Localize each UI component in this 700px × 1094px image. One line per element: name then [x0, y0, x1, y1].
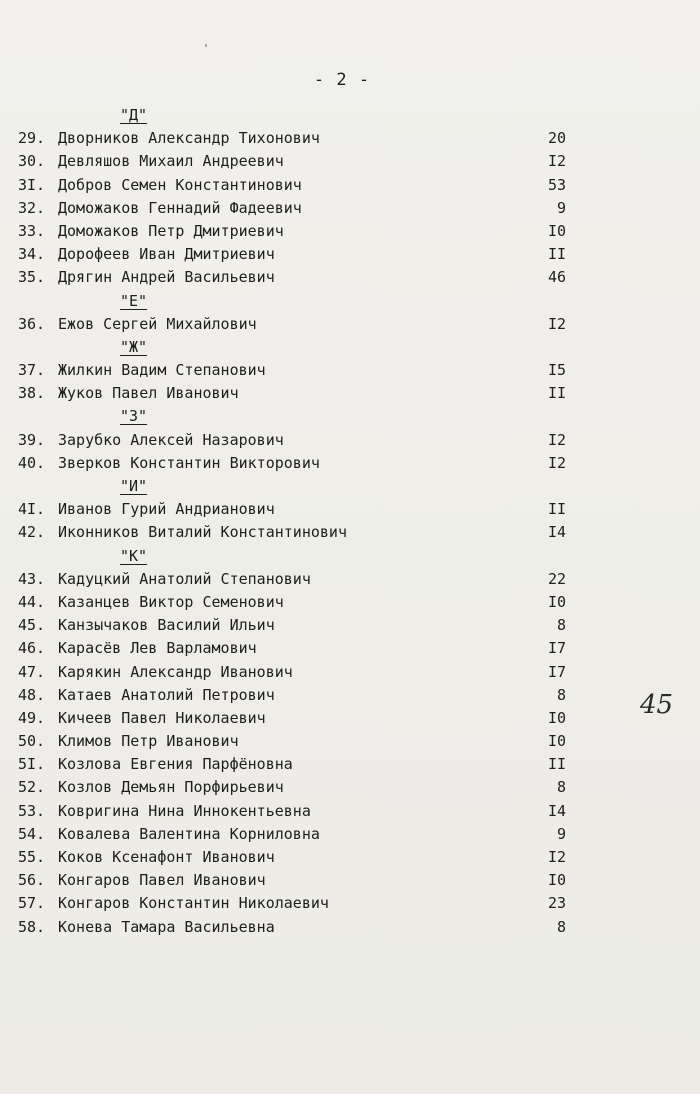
entry-name: Девляшов Михаил Андреевич [58, 152, 284, 171]
entry-value: 8 [556, 917, 566, 936]
list-item [18, 753, 578, 776]
entry-value: 20 [547, 129, 566, 148]
handwritten-margin-note: 45 [640, 690, 674, 720]
entry-name: Иванов Гурий Андрианович [58, 500, 275, 519]
entry-value: 23 [547, 894, 566, 913]
list-item [18, 614, 578, 637]
section-letter-row [18, 290, 578, 313]
entry-value: I7 [547, 639, 566, 658]
entry-name: Ежов Сергей Михайлович [58, 314, 257, 333]
entry-name: Катаев Анатолий Петрович [58, 685, 275, 704]
list-item [18, 150, 578, 173]
entry-number: 47. [18, 662, 46, 681]
entry-number: 48. [18, 685, 46, 704]
entry-value: I5 [547, 361, 566, 380]
entry-name: Жилкин Вадим Степанович [58, 361, 266, 380]
list-item [18, 197, 578, 220]
list-item [18, 707, 578, 730]
entry-number: 46. [18, 639, 46, 658]
entry-name: Канзычаков Василий Ильич [58, 616, 275, 635]
list-item [18, 916, 578, 939]
entry-name: Конгаров Константин Николаевич [58, 894, 329, 913]
entry-name: Жуков Павел Иванович [58, 384, 239, 403]
entry-value: I0 [547, 708, 566, 727]
entry-number: 5I. [18, 755, 46, 774]
entry-name: Климов Петр Иванович [58, 732, 239, 751]
entry-value: 8 [556, 616, 566, 635]
list-item [18, 800, 578, 823]
entry-number: 38. [18, 384, 46, 403]
entry-number: 50. [18, 732, 46, 751]
entry-number: 45. [18, 616, 46, 635]
entry-number: 29. [18, 129, 46, 148]
entry-number: 40. [18, 453, 46, 472]
entry-number: 54. [18, 824, 46, 843]
entry-name: Иконников Виталий Константинович [58, 523, 347, 542]
list-item [18, 661, 578, 684]
section-letter-row [18, 545, 578, 568]
entry-name: Конгаров Павел Иванович [58, 871, 266, 890]
list-item [18, 846, 578, 869]
section-letter: "З" [120, 407, 148, 426]
entry-name: Добров Семен Константинович [58, 175, 302, 194]
list-item [18, 684, 578, 707]
entry-value: I4 [547, 523, 566, 542]
list-item [18, 243, 578, 266]
page-number: - 2 - [313, 70, 371, 90]
entry-value: I4 [547, 801, 566, 820]
list-item [18, 174, 578, 197]
entry-name: Козлов Демьян Порфирьевич [58, 778, 284, 797]
list-item [18, 823, 578, 846]
entry-name: Карякин Александр Иванович [58, 662, 293, 681]
entry-value: 9 [556, 198, 566, 217]
section-letter: "Д" [120, 106, 148, 124]
entry-number: 4I. [18, 500, 46, 519]
list-item [18, 266, 578, 289]
entry-number: 32. [18, 198, 46, 217]
entry-name: Коков Ксенафонт Иванович [58, 848, 275, 866]
entry-number: 58. [18, 917, 46, 936]
entry-number: 33. [18, 221, 46, 240]
entry-value: I0 [547, 592, 566, 611]
entry-value: I0 [547, 871, 566, 890]
entry-value: I2 [547, 430, 566, 449]
section-letter-row [18, 475, 578, 498]
list-item [18, 776, 578, 799]
entry-number: 30. [18, 152, 46, 171]
entry-name: Зарубко Алексей Назарович [58, 430, 284, 449]
entry-value: I7 [547, 662, 566, 681]
entry-name: Зверков Константин Викторович [58, 453, 320, 472]
entry-value: I0 [547, 221, 566, 240]
entry-number: 53. [18, 801, 46, 820]
list-item [18, 220, 578, 243]
entry-number: 37. [18, 361, 46, 380]
entry-name: Доможаков Петр Дмитриевич [58, 221, 284, 240]
entry-value: 9 [556, 824, 566, 843]
entry-name: Казанцев Виктор Семенович [58, 592, 284, 611]
entry-value: 22 [547, 569, 566, 588]
entry-value: 8 [556, 685, 566, 704]
entry-number: 56. [18, 871, 46, 890]
entry-value: 8 [556, 778, 566, 797]
entry-value: II [547, 384, 566, 403]
entry-number: 39. [18, 430, 46, 449]
entry-name: Карасёв Лев Варламович [58, 639, 257, 658]
entry-number: 52. [18, 778, 46, 797]
list-item [18, 637, 578, 660]
entry-name: Козлова Евгения Парфёновна [58, 755, 293, 774]
section-letter-row [18, 104, 578, 127]
entry-number: 42. [18, 523, 46, 542]
list-item [18, 869, 578, 892]
list-item [18, 429, 578, 452]
list-item [18, 382, 578, 405]
entry-name: Доможаков Геннадий Фадеевич [58, 198, 302, 217]
entry-number: 57. [18, 894, 46, 913]
section-letter-row [18, 336, 578, 359]
entry-value: I0 [547, 732, 566, 751]
entry-name: Кадуцкий Анатолий Степанович [58, 569, 311, 588]
list-item [18, 730, 578, 753]
entry-name: Дорофеев Иван Дмитриевич [58, 245, 275, 264]
entry-number: 43. [18, 569, 46, 588]
entry-name: Дворников Александр Тихонович [58, 129, 320, 148]
ink-dot [205, 44, 207, 47]
entry-number: 44. [18, 592, 46, 611]
entry-value: I2 [547, 848, 566, 866]
entry-value: 53 [547, 175, 566, 194]
entry-value: I2 [547, 152, 566, 171]
entry-name: Кичеев Павел Николаевич [58, 708, 266, 727]
list-item [18, 521, 578, 544]
list-item [18, 591, 578, 614]
entry-name: Ковригина Нина Иннокентьевна [58, 801, 311, 820]
list-item [18, 892, 578, 915]
entry-value: II [547, 245, 566, 264]
entry-number: 49. [18, 708, 46, 727]
list-item [18, 498, 578, 521]
entry-value: II [547, 500, 566, 519]
entry-name: Дрягин Андрей Васильевич [58, 268, 275, 287]
list-item [18, 313, 578, 336]
name-list [18, 104, 578, 939]
entry-value: 46 [547, 268, 566, 287]
entry-number: 55. [18, 848, 46, 866]
entry-number: 35. [18, 268, 46, 287]
entry-value: I2 [547, 453, 566, 472]
entry-value: II [547, 755, 566, 774]
entry-number: 36. [18, 314, 46, 333]
list-item [18, 127, 578, 150]
list-item [18, 568, 578, 591]
entry-number: 3I. [18, 175, 46, 194]
section-letter: "Е" [120, 291, 148, 310]
section-letter: "К" [120, 546, 148, 565]
section-letter: "И" [120, 477, 148, 495]
entry-number: 34. [18, 245, 46, 264]
list-item [18, 452, 578, 475]
entry-name: Конева Тамара Васильевна [58, 917, 275, 936]
section-letter: "Ж" [120, 337, 148, 356]
section-letter-row [18, 405, 578, 428]
list-item [18, 359, 578, 382]
entry-value: I2 [547, 314, 566, 333]
entry-name: Ковалева Валентина Корниловна [58, 824, 320, 843]
